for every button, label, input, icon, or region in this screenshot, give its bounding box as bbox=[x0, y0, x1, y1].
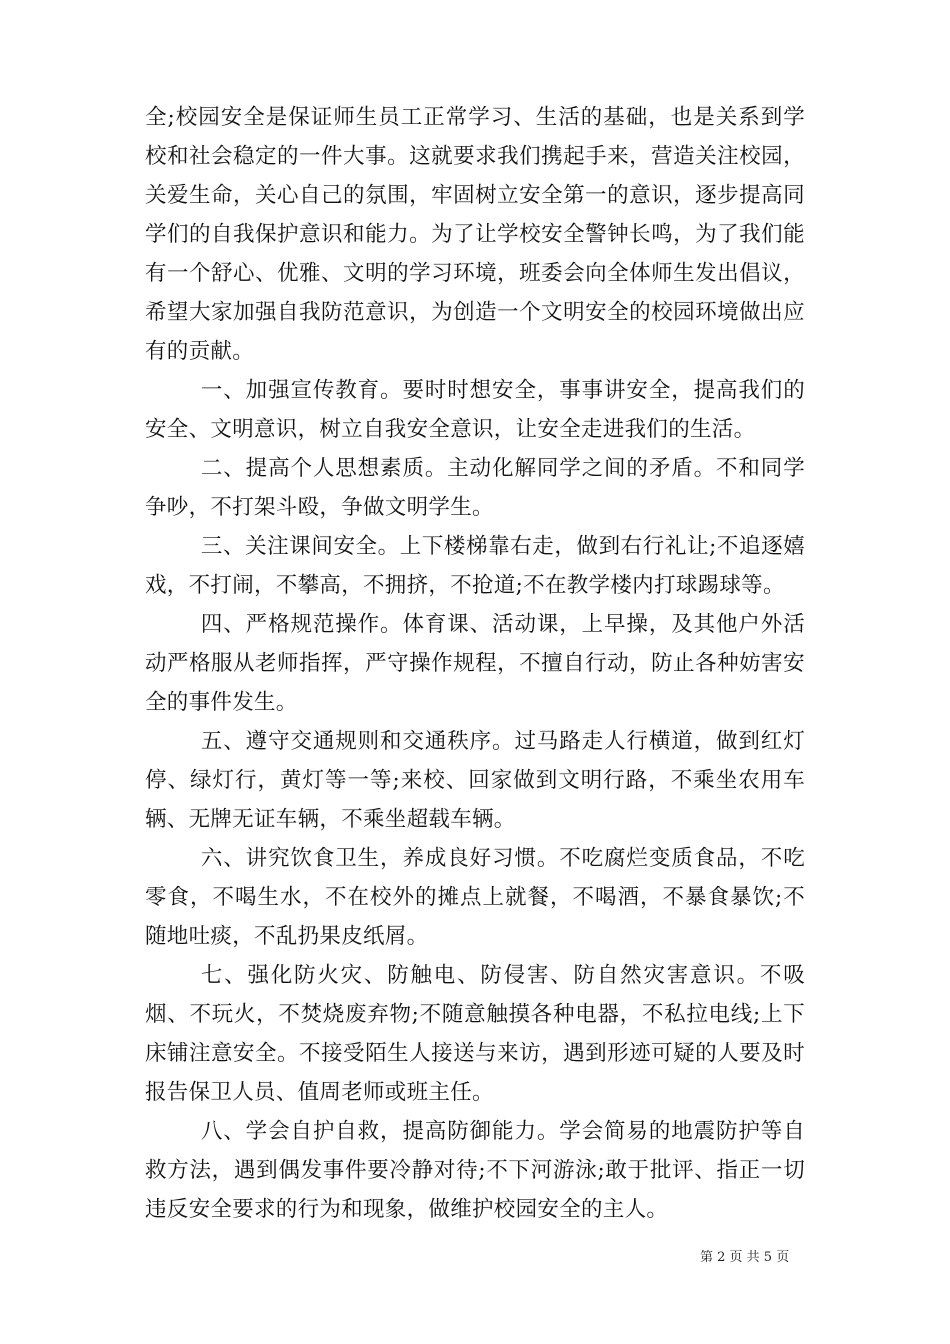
paragraph-item-5: 五、遵守交通规则和交通秩序。过马路走人行横道，做到红灯停、绿灯行，黄灯等一等;来校、回家做到文明行路，不乘坐农用车辆、无牌无证车辆，不乘坐超载车辆。 bbox=[145, 729, 805, 832]
page-number-footer: 第 2 页 共 5 页 bbox=[700, 1250, 790, 1265]
document-body bbox=[145, 98, 805, 1229]
paragraph-item-4: 四、严格规范操作。体育课、活动课，上早操，及其他户外活动严格服从老师指挥，严守操作规程，不擅自行动，防止各种妨害安全的事件发生。 bbox=[145, 612, 805, 715]
paragraph-item-6: 六、讲究饮食卫生，养成良好习惯。不吃腐烂变质食品，不吃零食，不喝生水，不在校外的摊点上就餐，不喝酒，不暴食暴饮;不随地吐痰，不乱扔果皮纸屑。 bbox=[145, 846, 805, 949]
paragraph-item-7: 七、强化防火灾、防触电、防侵害、防自然灾害意识。不吸烟、不玩火，不焚烧废弃物;不随意触摸各种电器，不私拉电线;上下床铺注意安全。不接受陌生人接送与来访，遇到形迹可疑的人要及时报告保卫人员、值周老师或班主任。 bbox=[145, 963, 805, 1105]
paragraph-continued: 全;校园安全是保证师生员工正常学习、生活的基础，也是关系到学校和社会稳定的一件大事。这就要求我们携起手来，营造关注校园，关爱生命，关心自己的氛围，牢固树立安全第一的意识，逐步提高同学们的自我保护意识和能力。为了让学校安全警钟长鸣，为了我们能有一个舒心、优雅、文明的学习环境，班委会向全体师生发出倡议，希望大家加强自我防范意识，为创造一个文明安全的校园环境做出应有的贡献。 bbox=[145, 105, 805, 364]
paragraph-item-8: 八、学会自护自救，提高防御能力。学会简易的地震防护等自救方法，遇到偶发事件要冷静对待;不下河游泳;敢于批评、指正一切违反安全要求的行为和现象，做维护校园安全的主人。 bbox=[145, 1119, 805, 1222]
paragraph-item-1: 一、加强宣传教育。要时时想安全，事事讲安全，提高我们的安全、文明意识，树立自我安全意识，让安全走进我们的生活。 bbox=[145, 378, 805, 442]
paragraph-item-3: 三、关注课间安全。上下楼梯靠右走，做到右行礼让;不追逐嬉戏，不打闹，不攀高，不拥挤，不抢道;不在教学楼内打球踢球等。 bbox=[145, 534, 805, 598]
paragraph-item-2: 二、提高个人思想素质。主动化解同学之间的矛盾。不和同学争吵，不打架斗殴，争做文明学生。 bbox=[145, 456, 805, 520]
